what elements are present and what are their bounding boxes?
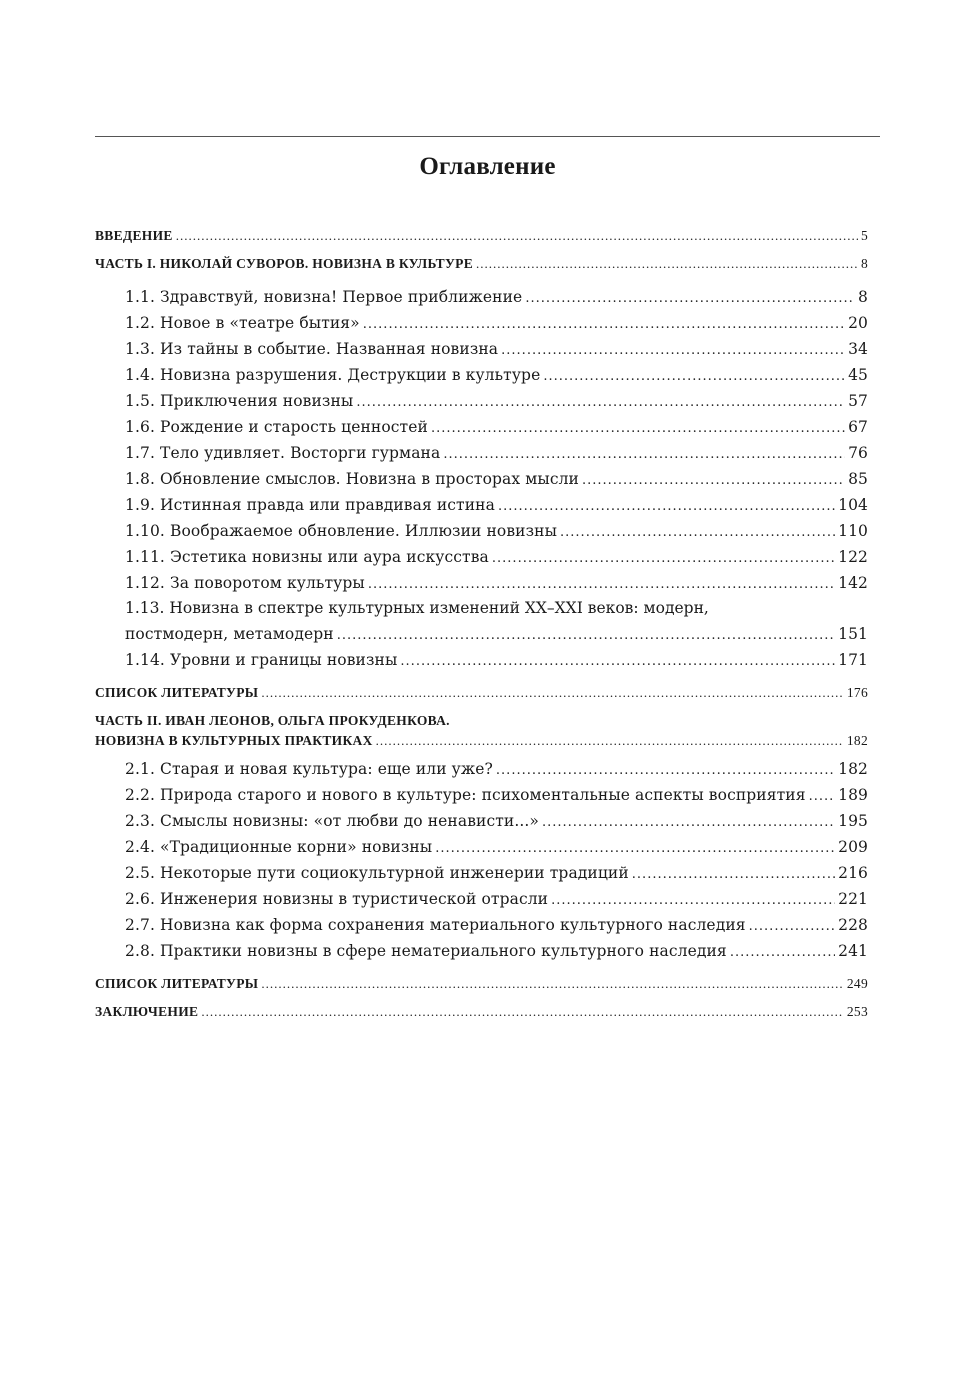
toc-label: НОВИЗНА В КУЛЬТУРНЫХ ПРАКТИКАХ [95,733,373,748]
toc-page: 241 [838,942,868,960]
toc-label: 2.7. Новизна как форма сохранения материального культурного наследия [125,916,746,934]
toc-page: 67 [848,418,868,436]
toc-page: 20 [848,314,868,332]
toc-label: 1.11. Эстетика новизны или аура искусства [125,548,489,566]
dot-leader [363,312,845,338]
toc-label: 2.4. «Традиционные корни» новизны [125,838,433,856]
toc-entry[interactable] [95,834,868,860]
toc-page: 151 [838,625,868,643]
dot-leader [749,914,835,940]
toc-page: 76 [848,444,868,462]
toc-label: 1.2. Новое в «театре бытия» [125,314,360,332]
dot-leader [176,226,858,246]
dot-leader [261,974,844,994]
toc-label: 1.12. За поворотом культуры [125,574,365,592]
toc-entry[interactable] [95,388,868,414]
toc-page: 221 [838,890,868,908]
top-rule [95,136,880,137]
dot-leader [356,390,845,416]
dot-leader [400,649,835,675]
toc-page: 110 [838,522,868,540]
toc-entry-part1[interactable] [95,254,868,274]
toc-entry[interactable] [95,860,868,886]
toc-label: 1.7. Тело удивляет. Восторги гурмана [125,444,441,462]
dot-leader [337,623,835,649]
toc-entry[interactable] [95,336,868,362]
toc-label: 2.2. Природа старого и нового в культуре: психоментальные аспекты восприятия [125,786,806,804]
toc-entry[interactable] [95,912,868,938]
toc-entry[interactable] [95,518,868,544]
toc-label: ЧАСТЬ I. НИКОЛАЙ СУВОРОВ. НОВИЗНА В КУЛЬТУРЕ [95,256,474,271]
toc-page: 5 [860,228,868,243]
toc-entry[interactable] [95,492,868,518]
toc-label: ЗАКЛЮЧЕНИЕ [95,1004,199,1019]
toc-label: 1.6. Рождение и старость ценностей [125,418,428,436]
toc-label: 2.1. Старая и новая культура: еще или уже? [125,760,493,778]
toc-label: СПИСОК ЛИТЕРАТУРЫ [95,685,259,700]
toc-entry-conclusion[interactable] [95,1002,868,1022]
toc-page: 216 [838,864,868,882]
toc-entry-1-13-line1[interactable]: 1.13. Новизна в спектре культурных изменений XX–XXI веков: модерн, [125,599,709,617]
dot-leader [435,836,835,862]
toc-page: 209 [838,838,868,856]
toc-entry-refs2[interactable] [95,974,868,994]
toc-entry-part2[interactable] [95,731,868,751]
toc-label: 2.8. Практики новизны в сфере нематериального культурного наследия [125,942,727,960]
toc-entry-1-14[interactable] [95,647,868,673]
toc-page: 176 [846,685,868,700]
dot-leader [443,442,845,468]
dot-leader [501,338,845,364]
toc-entry-intro[interactable] [95,226,868,246]
toc-page: 122 [838,548,868,566]
toc-entry[interactable] [95,466,868,492]
dot-leader [492,546,835,572]
toc-page: 182 [838,760,868,778]
toc-entry[interactable] [95,570,868,596]
toc-label: 1.5. Приключения новизны [125,392,354,410]
toc-label: ВВЕДЕНИЕ [95,228,173,243]
toc-entry[interactable] [95,808,868,834]
toc-entry[interactable] [95,544,868,570]
toc-label: 1.1. Здравствуй, новизна! Первое приближение [125,288,523,306]
toc-label: СПИСОК ЛИТЕРАТУРЫ [95,976,259,991]
toc-page: 45 [848,366,868,384]
dot-leader [542,810,835,836]
toc-label: 2.5. Некоторые пути социокультурной инженерии традиций [125,864,629,882]
toc-entry[interactable] [95,414,868,440]
toc-page: 104 [838,496,868,514]
dot-leader [476,254,858,274]
dot-leader [496,758,835,784]
toc-page: 34 [848,340,868,358]
toc-label: 1.8. Обновление смыслов. Новизна в просторах мысли [125,470,579,488]
toc-page: 171 [838,651,868,669]
toc-entry[interactable] [95,756,868,782]
dot-leader [551,888,835,914]
toc-page: 85 [848,470,868,488]
toc-label: 1.9. Истинная правда или правдивая истина [125,496,495,514]
toc-entry-part2-line1[interactable]: ЧАСТЬ II. ИВАН ЛЕОНОВ, ОЛЬГА ПРОКУДЕНКОВА. [95,713,450,728]
toc-page: 142 [838,574,868,592]
dot-leader [376,731,844,751]
toc-page: 189 [838,786,868,804]
toc-page: 253 [846,1004,868,1019]
toc-page: 228 [838,916,868,934]
toc-entry-refs1[interactable] [95,683,868,703]
toc-entry[interactable] [95,886,868,912]
dot-leader [431,416,845,442]
dot-leader [632,862,835,888]
toc-page: 8 [858,288,868,306]
dot-leader [368,572,835,598]
toc-entry[interactable] [95,440,868,466]
toc-page: 249 [846,976,868,991]
toc-page: 57 [848,392,868,410]
dot-leader [261,683,844,703]
dot-leader [525,286,855,312]
toc-page: 182 [846,733,868,748]
dot-leader [730,940,835,966]
page-title: Оглавление [419,153,556,180]
toc-label: 1.3. Из тайны в событие. Названная новизна [125,340,499,358]
toc-page: 195 [838,812,868,830]
toc-label: 1.4. Новизна разрушения. Деструкции в культуре [125,366,541,384]
dot-leader [498,494,835,520]
dot-leader [582,468,845,494]
dot-leader [560,520,835,546]
toc-entry[interactable] [95,362,868,388]
toc-page: 8 [860,256,868,271]
toc-label: 1.10. Воображаемое обновление. Иллюзии новизны [125,522,558,540]
toc-entry[interactable] [95,284,868,310]
toc-entry[interactable] [95,938,868,964]
dot-leader [809,784,836,810]
part2-list [95,756,868,964]
toc-entry-1-13[interactable] [95,621,868,647]
toc-entry[interactable] [95,782,868,808]
toc-entry[interactable] [95,310,868,336]
toc-label: постмодерн, метамодерн [125,625,334,643]
part1-list [95,284,868,596]
toc-label: 1.14. Уровни и границы новизны [125,651,398,669]
dot-leader [543,364,845,390]
dot-leader [201,1002,844,1022]
table-of-contents [95,226,868,1022]
toc-label: 2.3. Смыслы новизны: «от любви до ненависти...» [125,812,539,830]
toc-label: 2.6. Инженерия новизны в туристической отрасли [125,890,549,908]
